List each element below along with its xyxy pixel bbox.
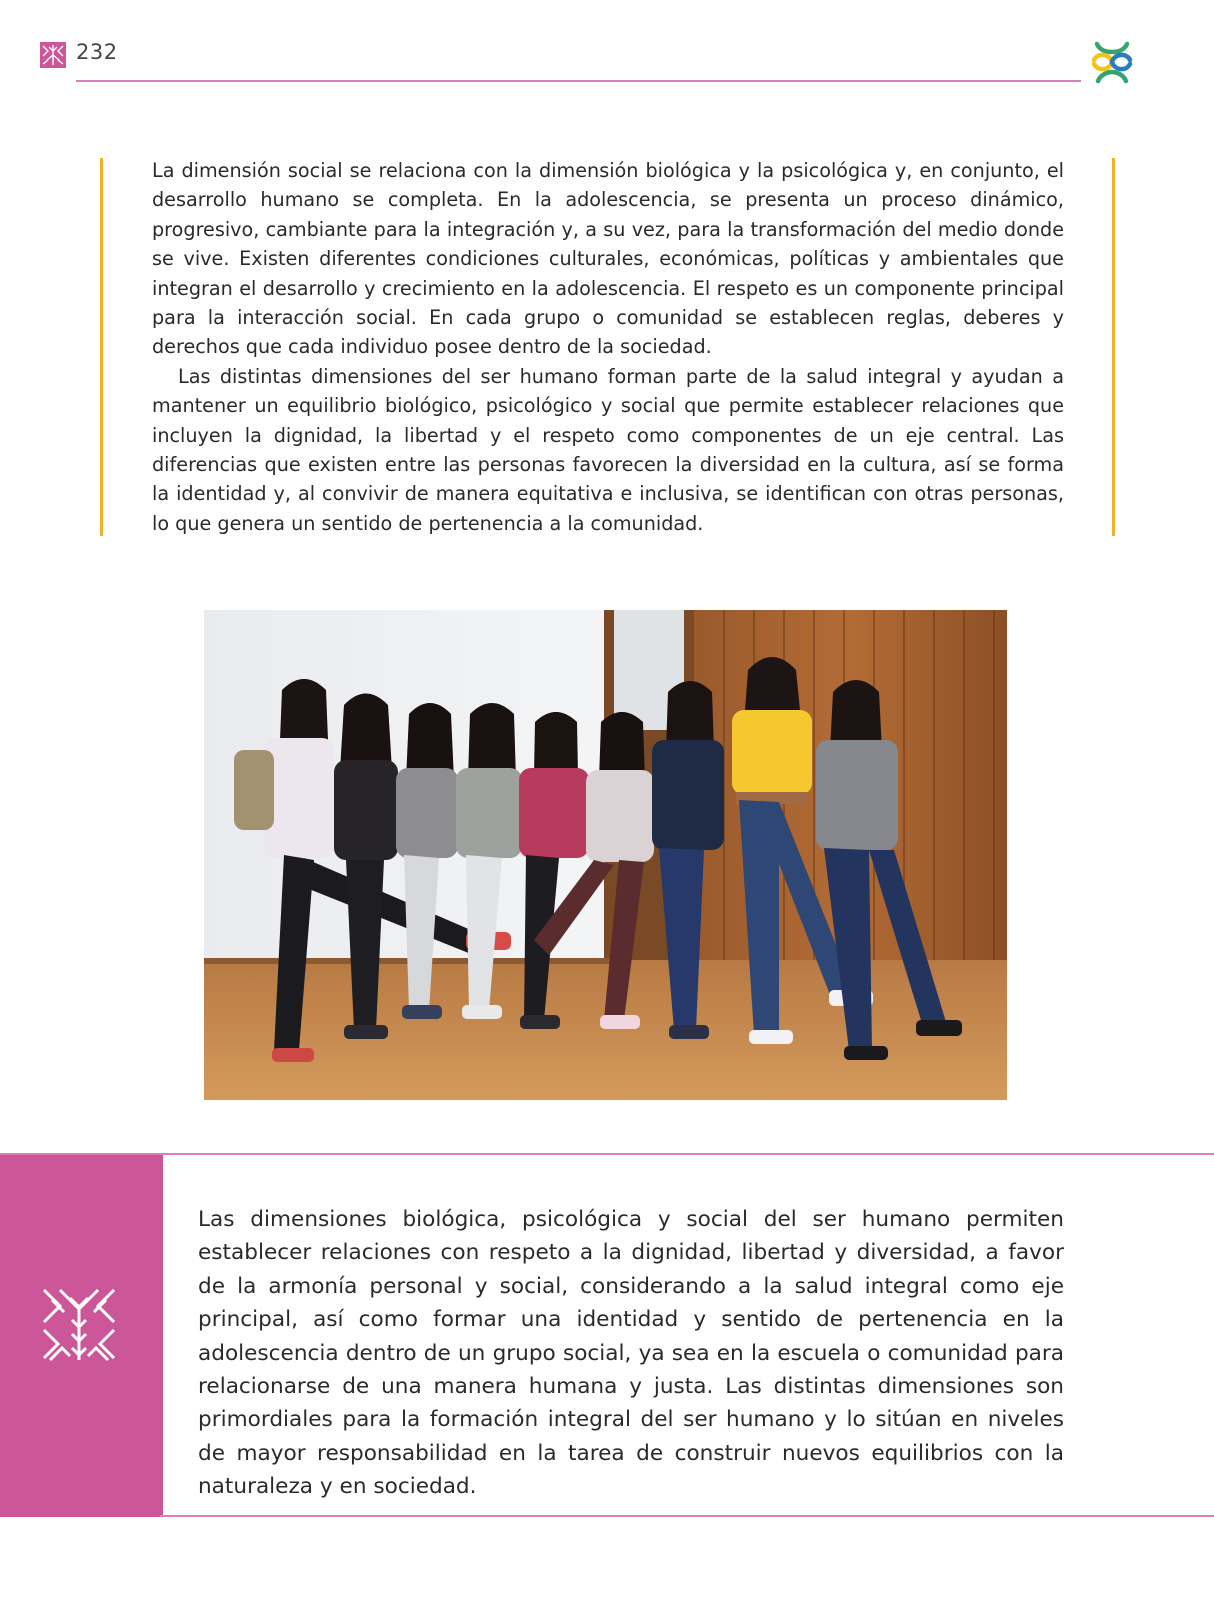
- woven-pattern-icon: [40, 1286, 118, 1364]
- body-paragraph-2: Las distintas dimensiones del ser humano forman parte de la salud integral y ayudan a mantener un equilibrio biológico, psicológico y social que permite establecer relaciones que incluyen la dignidad, la libertad y el respeto como componentes de un eje central. Las diferencias que existen entre las personas favorecen la diversidad en la cultura, así se forma la identidad y, al convivir de manera equitativa e inclusiva, se identifican con otras personas, lo que genera un sentido de pertenencia a la comunidad.: [152, 364, 1064, 535]
- header-rule: [76, 80, 1081, 82]
- interlinked-figures-logo-icon: [1088, 38, 1136, 86]
- summary-bottom-rule: [160, 1515, 1214, 1517]
- summary-top-rule: [0, 1153, 1214, 1155]
- body-text: [152, 156, 1064, 538]
- group-photo: [204, 610, 1007, 1100]
- page-number: 232: [76, 40, 118, 64]
- right-accent-bar: [1112, 158, 1115, 536]
- left-accent-bar: [100, 158, 103, 536]
- summary-text: Las dimensiones biológica, psicológica y social del ser humano permiten establecer relaciones con respeto a la dignidad, libertad y diversidad, a favor de la armonía personal y social, considerando a la salud integral como eje principal, así como formar una identidad y sentido de pertenencia en la adolescencia dentro de un grupo social, ya sea en la escuela o comunidad para relacionarse de una manera humana y justa. Las distintas dimensiones son primordiales para la formación integral del ser humano y lo sitúan en niveles de mayor responsabilidad en la tarea de construir nuevos equilibrios con la naturaleza y en sociedad.: [198, 1207, 1064, 1500]
- body-paragraph-1: La dimensión social se relaciona con la dimensión biológica y la psicológica y, en conjunto, el desarrollo humano se completa. En la adolescencia, se presenta un proceso dinámico, progresivo, cambiante para la integración y, a su vez, para la transformación del medio donde se vive. Existen diferentes condiciones culturales, económicas, políticas y ambientales que integran el desarrollo y crecimiento en la adolescencia. El respeto es un componente principal para la interacción social. En cada grupo o comunidad se establecen reglas, deberes y derechos que cada individuo posee dentro de la sociedad.: [152, 159, 1064, 359]
- woven-pattern-icon: [40, 42, 66, 68]
